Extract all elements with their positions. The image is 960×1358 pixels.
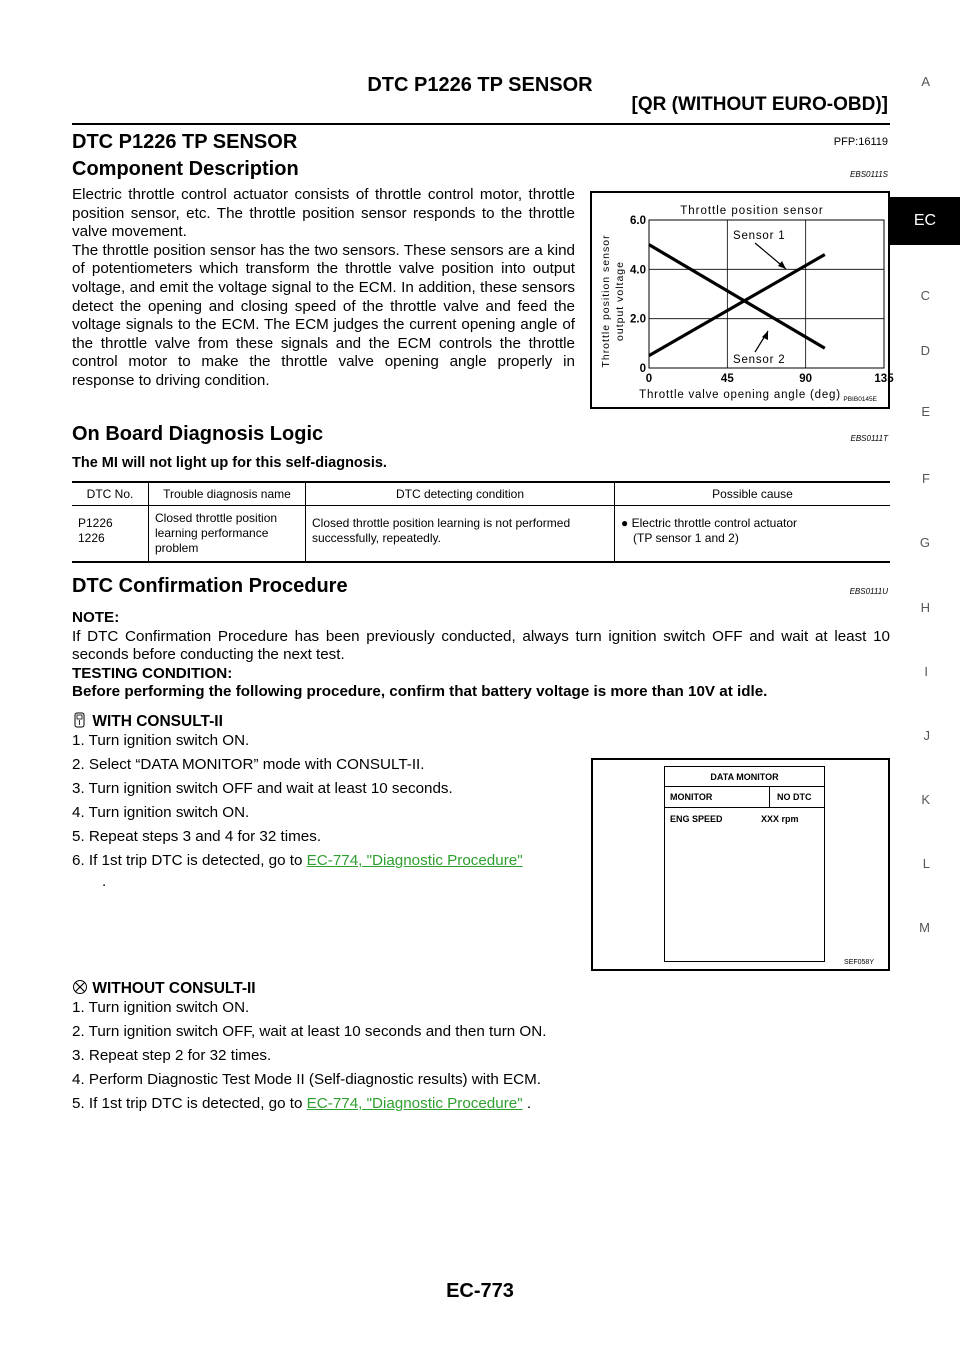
side-tab-c[interactable]: C <box>920 288 930 303</box>
without-step-4: 4. Perform Diagnostic Test Mode II (Self-diagnostic results) with ECM. <box>72 1071 542 1088</box>
testing-condition-text: Before performing the following procedure, confirm that battery voltage is more than 10V at idle. <box>72 683 768 701</box>
chart-series-line-2 <box>649 245 825 349</box>
without-consult-title: WITHOUT CONSULT-II <box>92 980 256 997</box>
with-consult-steps <box>72 729 523 891</box>
page-number: EC-773 <box>446 1280 514 1302</box>
chart-xtick-label: 45 <box>720 373 734 385</box>
data-monitor-status-row <box>665 786 824 808</box>
with-step-5: 5. Repeat steps 3 and 4 for 32 times. <box>72 828 322 845</box>
component-heading: Component Description <box>72 158 299 180</box>
chart-ytick-label: 4.0 <box>630 264 646 277</box>
note-label: NOTE: <box>72 609 120 626</box>
sensor1-arrowhead <box>778 261 786 269</box>
data-monitor-screen <box>664 766 825 962</box>
with-step-6: 6. If 1st trip DTC is detected, go to EC-774, "Diagnostic Procedure" <box>72 852 523 869</box>
cell-detecting-condition: Closed throttle position learning is not performed successfully, repeatedly. <box>306 506 615 562</box>
eng-speed-label: ENG SPEED <box>670 814 723 824</box>
obd-table-wrapper <box>72 481 890 563</box>
side-tab-e[interactable]: E <box>921 404 930 419</box>
data-monitor-row <box>665 808 824 826</box>
status-divider <box>769 787 770 807</box>
no-dtc-label: NO DTC <box>777 792 812 802</box>
data-monitor-title: DATA MONITOR <box>710 772 779 782</box>
chart-ytick-label: 2.0 <box>630 313 646 326</box>
monitor-label: MONITOR <box>670 792 713 802</box>
obd-code: EBS0111T <box>850 434 888 443</box>
col-possible-cause: Possible cause <box>615 483 891 506</box>
throttle-sensor-chart <box>592 193 894 407</box>
cause-line-2: (TP sensor 1 and 2) <box>633 531 739 545</box>
side-tab-m[interactable]: M <box>919 920 930 935</box>
chart-xlabel: Throttle valve opening angle (deg) <box>639 389 841 401</box>
without-step-1: 1. Turn ignition switch ON. <box>72 999 250 1016</box>
table-header-row <box>72 483 890 506</box>
page-header-title: DTC P1226 TP SENSOR <box>367 74 593 96</box>
side-tab-d[interactable]: D <box>920 343 930 358</box>
dtc-code-p: P1226 <box>78 516 113 530</box>
with-step-6-period: . <box>102 873 107 890</box>
with-step-1: 1. Turn ignition switch ON. <box>72 732 250 749</box>
confirm-notes <box>72 609 890 702</box>
dtc-code-num: 1226 <box>78 531 105 545</box>
side-tab-g[interactable]: G <box>919 535 930 550</box>
table-row <box>72 506 890 562</box>
without-consult-steps <box>72 996 546 1116</box>
col-detecting-condition: DTC detecting condition <box>306 483 615 506</box>
no-tester-icon <box>72 978 88 996</box>
chart-ytick-label: 6.0 <box>630 215 646 227</box>
bullet-icon: ● <box>621 516 629 530</box>
diagnostic-procedure-link[interactable]: EC-774, "Diagnostic Procedure" <box>306 852 523 869</box>
throttle-sensor-figure <box>590 191 894 409</box>
sensor1-label: Sensor 1 <box>733 230 786 242</box>
testing-condition-label: TESTING CONDITION: <box>72 664 233 682</box>
component-para-2: The throttle position sensor has the two sensors. These sensors are a kind of potentiometers which transform the throttle valve position into output voltage, and emit the voltage signal to the ECM. In addition, these sensors detect the opening and closing speed of the throttle valve and feed the voltage signals to the ECM. The ECM judges the current opening angle of the throttle valve from these signals and the ECM controls the throttle control motor to make the throttle valve opening angle properly in response to driving condition. <box>72 241 575 389</box>
col-dtc-no: DTC No. <box>72 483 149 506</box>
chart-xtick-label: 135 <box>874 373 894 385</box>
without-step-3: 3. Repeat step 2 for 32 times. <box>72 1047 272 1064</box>
obd-heading: On Board Diagnosis Logic <box>72 423 324 445</box>
obd-table <box>72 483 890 561</box>
col-trouble-name: Trouble diagnosis name <box>149 483 306 506</box>
part-number: PFP:16119 <box>833 136 888 148</box>
chart-ytick-label: 0 <box>639 363 646 375</box>
consult-tester-icon <box>72 711 88 729</box>
with-step-4: 4. Turn ignition switch ON. <box>72 804 250 821</box>
with-step-3: 3. Turn ignition switch OFF and wait at least 10 seconds. <box>72 780 453 797</box>
chart-title: Throttle position sensor <box>680 205 824 217</box>
data-monitor-figure <box>591 758 890 971</box>
side-tab-i[interactable]: I <box>924 664 928 679</box>
note-text: If DTC Confirmation Procedure has been previously conducted, always turn ignition switch OFF and wait at least 10 seconds before conducting the next test. <box>72 627 890 664</box>
eng-speed-value: XXX rpm <box>761 814 799 824</box>
chart-plot-area <box>649 220 884 368</box>
without-step-2: 2. Turn ignition switch OFF, wait at least 10 seconds and then turn ON. <box>72 1023 547 1040</box>
cell-possible-cause <box>615 506 891 562</box>
side-tab-a[interactable]: A <box>921 74 930 89</box>
diagnostic-procedure-link-2[interactable]: EC-774, "Diagnostic Procedure" <box>306 1095 523 1112</box>
chart-xtick-label: 90 <box>799 373 813 385</box>
side-tab-k[interactable]: K <box>921 792 930 807</box>
without-step-5: 5. If 1st trip DTC is detected, go to EC-774, "Diagnostic Procedure" . <box>72 1095 532 1112</box>
cell-dtc-no <box>72 506 149 562</box>
chart-ylabel-1: Throttle position sensor <box>600 234 612 368</box>
page-header-subtitle: [QR (WITHOUT EURO-OBD)] <box>631 94 888 115</box>
side-tab-j[interactable]: J <box>923 728 930 743</box>
without-consult-title-row <box>72 978 256 998</box>
obd-note: The MI will not light up for this self-diagnosis. <box>72 455 387 471</box>
chart-ylabel-2: output voltage <box>614 261 626 341</box>
confirm-heading: DTC Confirmation Procedure <box>72 575 348 597</box>
header-rule <box>72 123 890 125</box>
side-tab-f[interactable]: F <box>922 471 930 486</box>
sensor2-label: Sensor 2 <box>733 354 786 366</box>
chart-xtick-label: 0 <box>645 373 653 385</box>
side-tab-h[interactable]: H <box>920 600 930 615</box>
with-consult-title-row <box>72 711 223 731</box>
component-description <box>72 186 575 391</box>
with-consult-title: WITH CONSULT-II <box>92 713 223 730</box>
section-title: DTC P1226 TP SENSOR <box>72 131 298 153</box>
confirm-code: EBS0111U <box>849 587 888 596</box>
cause-line-1: ● Electric throttle control actuator <box>621 516 797 530</box>
side-tab-ec-active[interactable]: EC <box>890 197 960 245</box>
cell-trouble-name: Closed throttle position learning performance problem <box>149 506 306 562</box>
side-tab-l[interactable]: L <box>922 856 930 871</box>
component-code: EBS0111S <box>850 170 888 179</box>
chart-figure-code: PBIB0145E <box>843 396 877 403</box>
figure2-code: SEF058Y <box>844 959 874 966</box>
with-step-2: 2. Select “DATA MONITOR” mode with CONSULT-II. <box>72 756 425 773</box>
component-para-1: Electric throttle control actuator consists of throttle control motor, throttle position sensor, etc. The throttle position sensor responds to the throttle valve movement. <box>72 186 575 241</box>
